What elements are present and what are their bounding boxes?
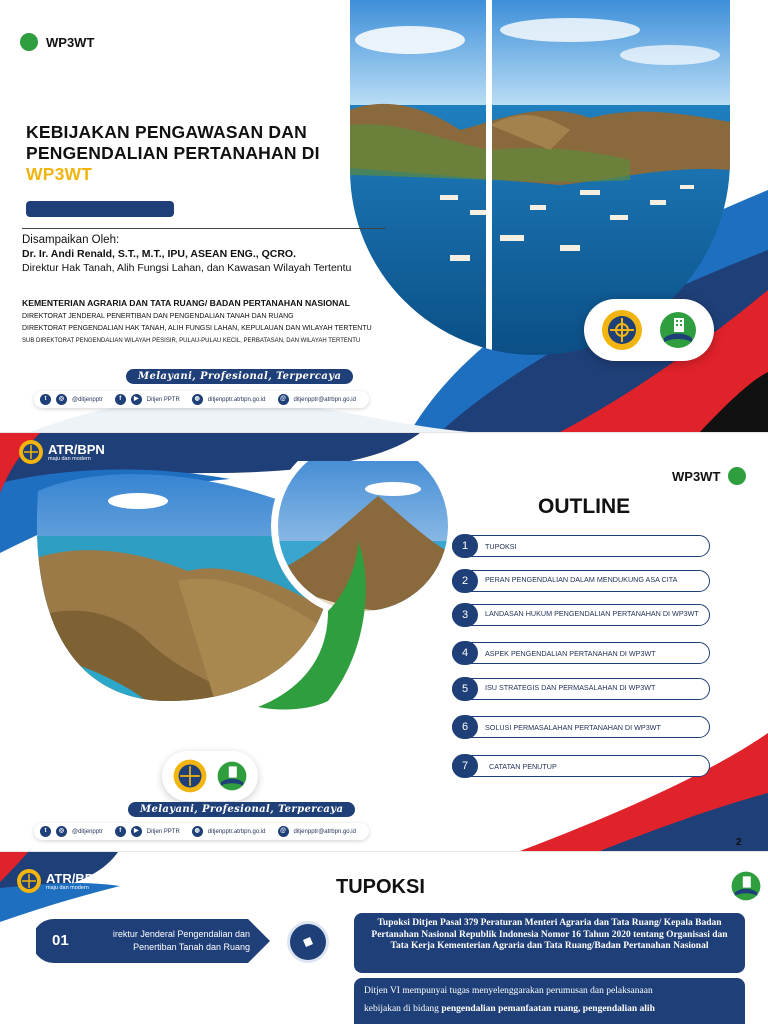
slide-title: TUPOKSI [336, 876, 425, 898]
ministry-name: KEMENTERIAN AGRARIA DAN TATA RUANG/ BADAN PERTANAHAN NASIONAL [22, 298, 350, 308]
instagram-icon[interactable]: ◎ [56, 394, 67, 405]
title-line-2: PENGENDALIAN PERTANAHAN DI [26, 143, 320, 163]
item-label: TUPOKSI [485, 542, 517, 551]
logo-card [584, 299, 714, 361]
instagram-icon[interactable]: ◎ [56, 826, 67, 837]
motto-banner: Melayani, Profesional, Terpercaya [126, 369, 353, 384]
item-label: LANDASAN HUKUM PENGENDALIAN PERTANAHAN DI WP3WT [485, 609, 699, 618]
youtube-icon[interactable]: ▶ [131, 394, 142, 405]
slide-title [26, 122, 346, 185]
regulation-title-box: Tupoksi Ditjen Pasal 379 Peraturan Menteri Agraria dan Tata Ruang/ Kepala Badan Pertanahan Nasional Republik Indonesia Nomor 16 Tahun 2020 tentang Organisasi dan Tata Kerja Kementerian Agraria dan Tata Ruang/Badan Pertanahan Nasional [354, 913, 745, 973]
outline-item-4[interactable] [452, 642, 710, 664]
outline-item-5[interactable] [452, 678, 710, 700]
item-number: 4 [452, 641, 478, 665]
pen-icon [300, 934, 316, 950]
email-icon[interactable]: @ [278, 826, 289, 837]
twitter-icon[interactable]: t [40, 826, 51, 837]
item-label: CATATAN PENUTUP [489, 762, 557, 771]
youtube-channel[interactable]: Ditjen PPTR [146, 828, 180, 835]
atr-bpn-emblem-icon [172, 758, 208, 794]
directorate-line-1: irektur Jenderal Pengendalian dan [112, 929, 250, 939]
logo-sub: maju dan modern [48, 455, 91, 462]
info-icon-circle [290, 924, 326, 960]
title-slide [0, 0, 768, 432]
green-dot-icon [728, 467, 746, 485]
logo-pair [162, 751, 258, 801]
directorate-label [88, 928, 250, 954]
pptr-logo-icon [730, 870, 762, 902]
facebook-icon[interactable]: f [115, 826, 126, 837]
social-bar [34, 391, 369, 408]
item-label: ASPEK PENGENDALIAN PERTANAHAN DI WP3WT [485, 649, 656, 658]
directorate-1: DIREKTORAT JENDERAL PENERTIBAN DAN PENGENDALIAN TANAH DAN RUANG [22, 313, 294, 320]
green-dot-icon [20, 33, 38, 51]
body-line-2 [364, 1000, 735, 1018]
item-number: 2 [452, 569, 478, 593]
title-line-1: KEBIJAKAN PENGAWASAN DAN [26, 122, 307, 142]
youtube-channel[interactable]: Ditjen PPTR [146, 396, 180, 403]
padar-island-photo [28, 461, 448, 711]
social-handle[interactable]: @ditjenpptr [72, 828, 103, 835]
duties-text-box [354, 978, 745, 1024]
body-line-1: Ditjen VI mempunyai tugas menyelenggarakan perumusan dan pelaksanaan [364, 986, 653, 996]
logo-text: ATR/BPN [46, 870, 103, 886]
logo-text: ATR/BPN [48, 441, 105, 457]
outline-slide [0, 433, 768, 851]
website-link[interactable]: ditjenpptr.atrbpn.go.id [207, 828, 266, 835]
logo-sub: maju dan modern [46, 884, 89, 891]
outline-item-7[interactable] [452, 755, 710, 777]
email-icon[interactable]: @ [278, 394, 289, 405]
body-line-2-bold: pengendalian pemanfaatan ruang, pengendalian alih [441, 1004, 655, 1014]
atr-bpn-logo [16, 868, 103, 894]
globe-icon[interactable]: ◍ [192, 394, 203, 405]
item-number: 1 [452, 534, 478, 558]
subdirectorate: SUB DIREKTORAT PENGENDALIAN WILAYAH PESISIR, PULAU-PULAU KECIL, PERBATASAN, DAN WILAYAH TERTENTU [22, 338, 361, 344]
title-underline-bar [26, 201, 174, 217]
tupoksi-slide [0, 852, 768, 1024]
outline-item-1[interactable] [452, 535, 710, 557]
tag-label: WP3WT [46, 34, 95, 50]
website-link[interactable]: ditjenpptr.atrbpn.go.id [207, 396, 266, 403]
divider [22, 228, 386, 229]
atr-bpn-emblem-icon [16, 868, 42, 894]
tag-label: WP3WT [672, 468, 721, 484]
title-line-3: WP3WT [26, 164, 93, 184]
directorate-line-2: Penertiban Tanah dan Ruang [133, 942, 250, 952]
outline-item-6[interactable] [452, 716, 710, 738]
outline-item-3[interactable] [452, 604, 710, 626]
item-label: ISU STRATEGIS DAN PERMASALAHAN DI WP3WT [485, 683, 656, 692]
page-number: 2 [736, 837, 742, 848]
pptr-logo-icon [216, 760, 248, 792]
section-number: 01 [52, 932, 69, 949]
item-number: 3 [452, 603, 478, 627]
item-label: PERAN PENGENDALIAN DALAM MENDUKUNG ASA CITA [485, 575, 678, 584]
item-label: SOLUSI PERMASALAHAN PERTANAHAN DI WP3WT [485, 723, 661, 732]
presenter-role: Direktur Hak Tanah, Alih Fungsi Lahan, dan Kawasan Wilayah Tertentu [22, 262, 352, 274]
social-handle[interactable]: @ditjenpptr [72, 396, 103, 403]
pptr-logo-icon [658, 310, 698, 350]
item-number: 7 [452, 754, 478, 778]
email-link[interactable]: ditjenpptr@atrbpn.go.id [293, 828, 356, 835]
youtube-icon[interactable]: ▶ [131, 826, 142, 837]
atr-bpn-emblem-icon [600, 308, 644, 352]
globe-icon[interactable]: ◍ [192, 826, 203, 837]
directorate-2: DIREKTORAT PENGENDALIAN HAK TANAH, ALIH FUNGSI LAHAN, KEPULAUAN DAN WILAYAH TERTENTU [22, 325, 372, 332]
twitter-icon[interactable]: t [40, 394, 51, 405]
item-number: 5 [452, 677, 478, 701]
social-bar [34, 823, 369, 840]
presenter-name: Dr. Ir. Andi Renald, S.T., M.T., IPU, ASEAN ENG., QCRO. [22, 248, 297, 260]
outline-title: OUTLINE [538, 495, 631, 518]
wp3wt-tag [20, 33, 94, 51]
presented-by-label: Disampaikan Oleh: [22, 234, 120, 246]
email-link[interactable]: ditjenpptr@atrbpn.go.id [293, 396, 356, 403]
item-number: 6 [452, 715, 478, 739]
motto-banner: Melayani, Profesional, Terpercaya [128, 802, 355, 817]
outline-item-2[interactable] [452, 570, 710, 592]
body-line-2-start: kebijakan di bidang [364, 1004, 442, 1014]
wp3wt-tag [672, 467, 746, 485]
facebook-icon[interactable]: f [115, 394, 126, 405]
